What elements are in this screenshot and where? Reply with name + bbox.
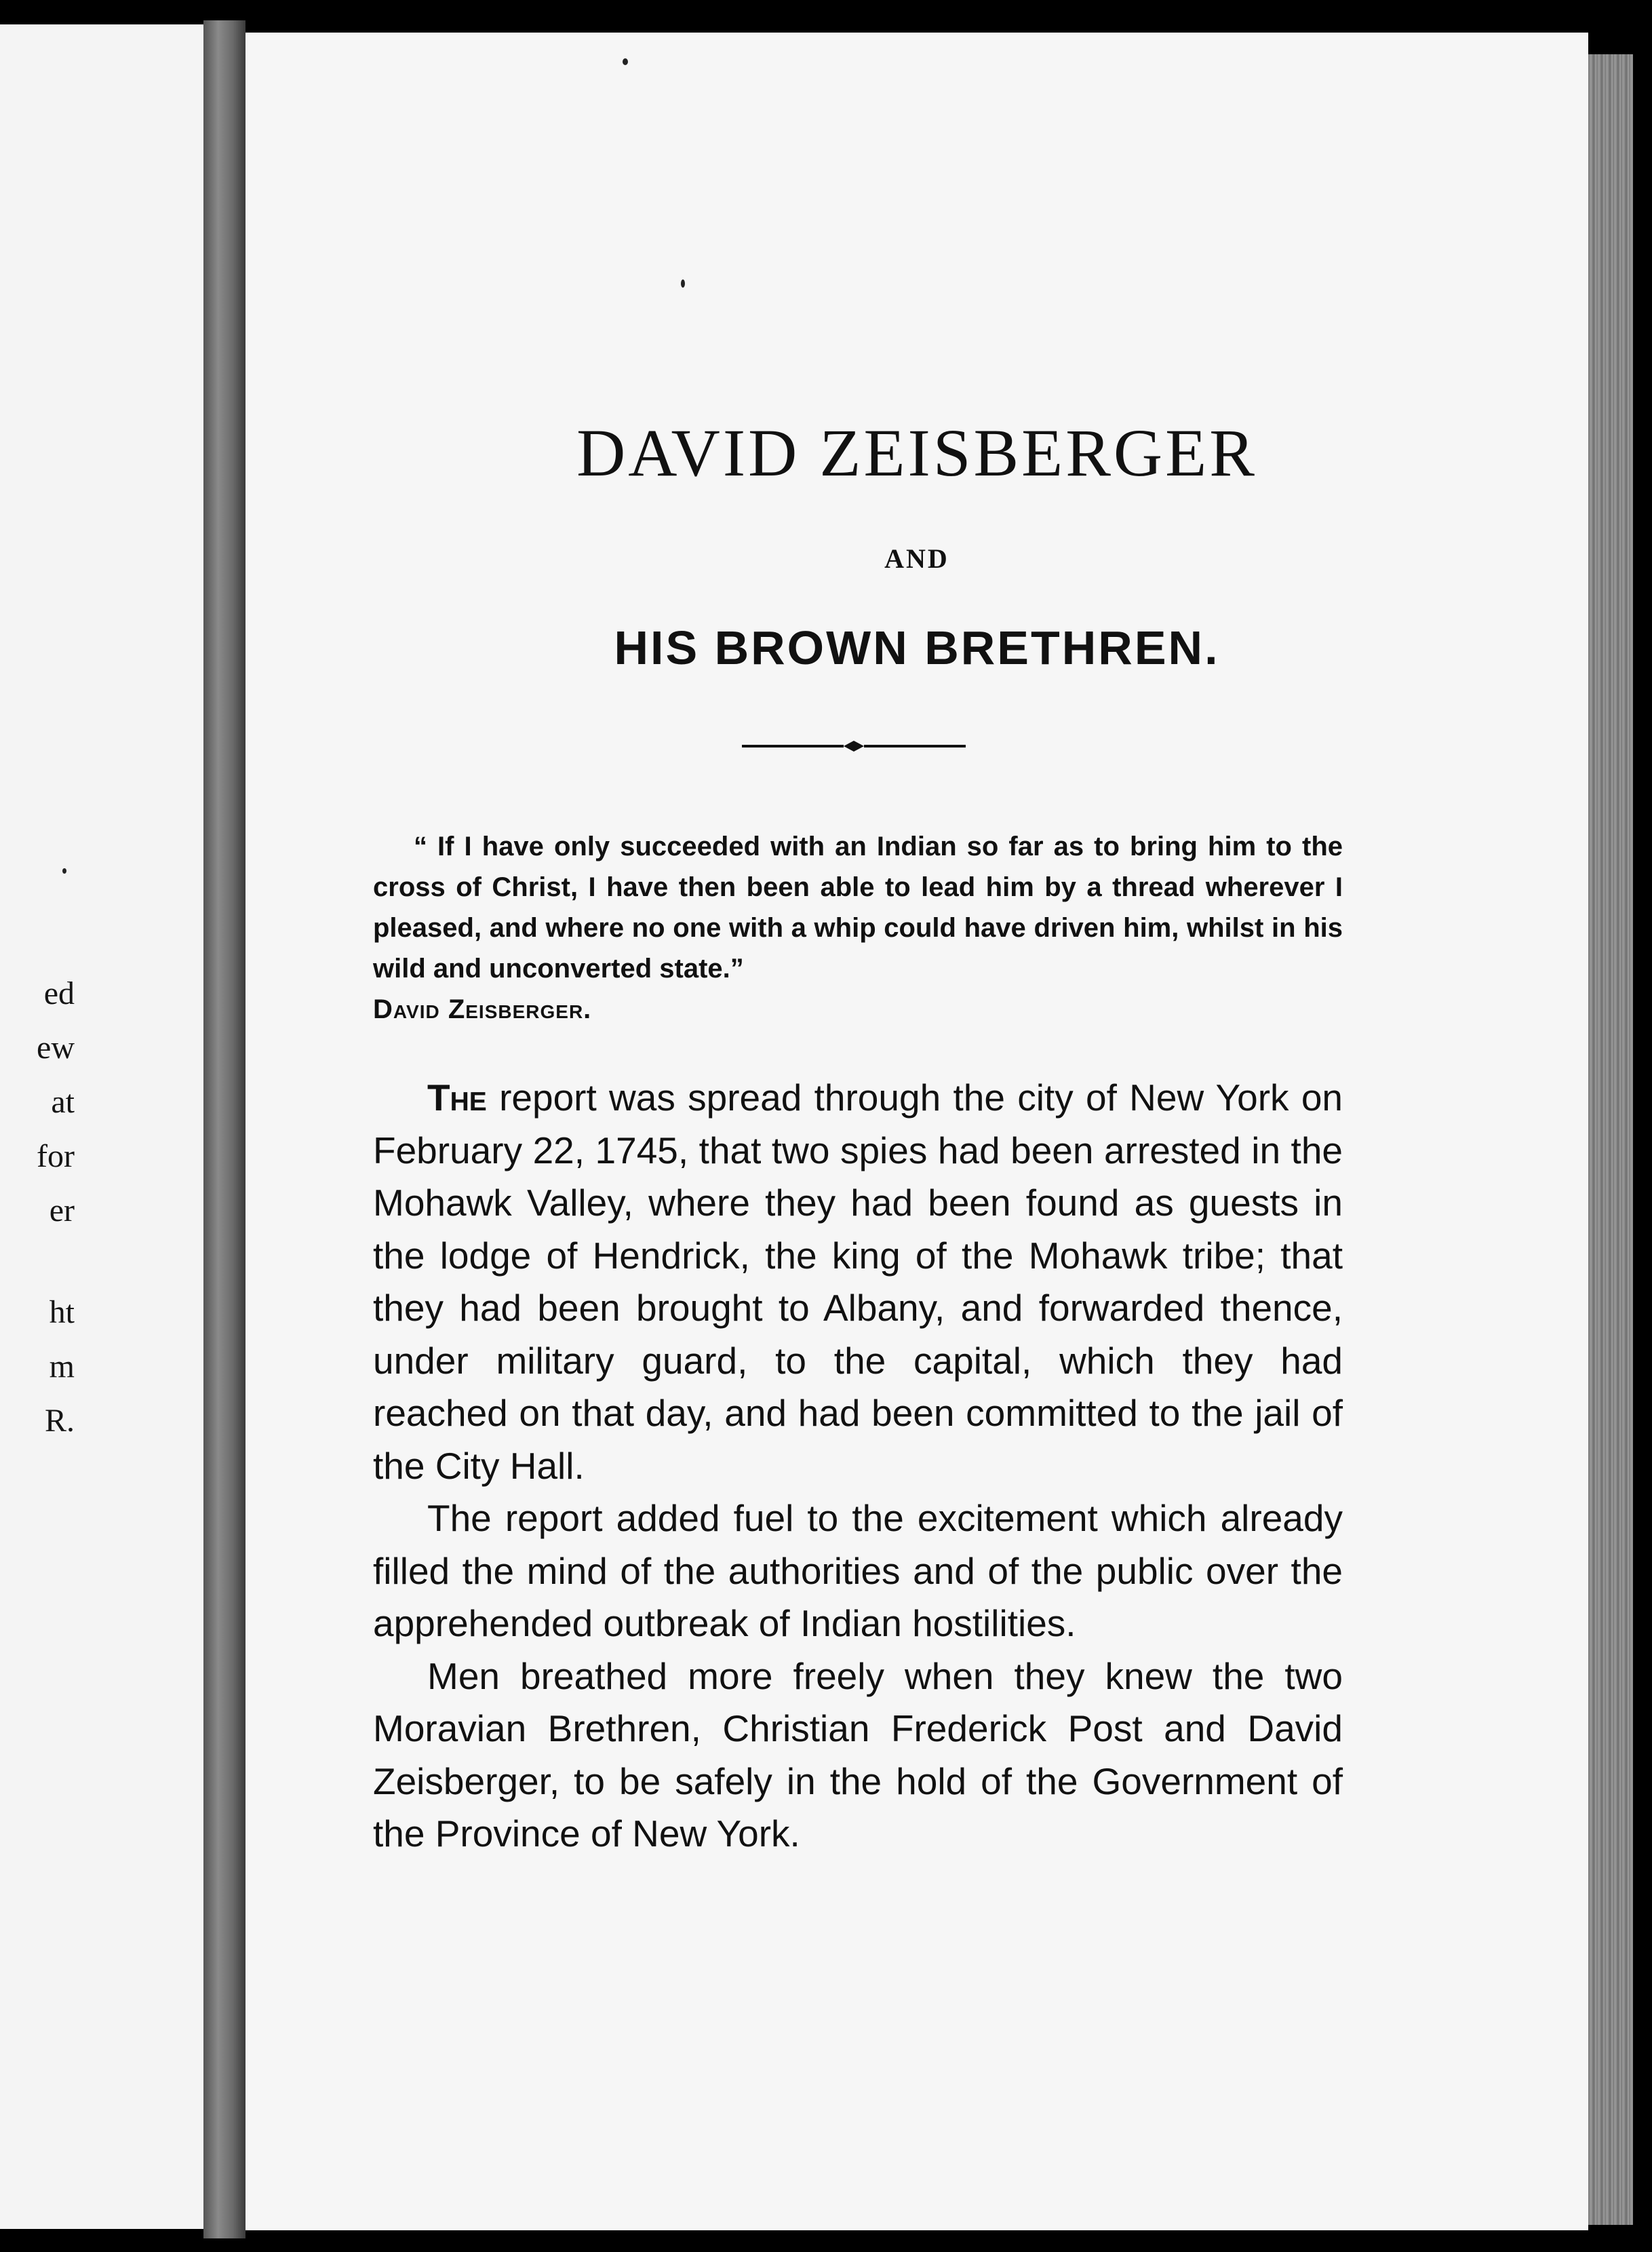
scan-speck (62, 868, 66, 874)
facing-page-line: ed (43, 975, 75, 1011)
paragraph-lead-word: The (427, 1076, 487, 1119)
facing-page-text (0, 967, 75, 1448)
scan-speck (623, 58, 628, 65)
facing-page-gap (0, 1238, 75, 1285)
facing-page-line: m (49, 1348, 75, 1384)
facing-page-line: for (37, 1138, 75, 1174)
facing-page-line: ew (37, 1030, 75, 1066)
epigraph (373, 826, 1343, 1030)
epigraph-attribution: David Zeisberger. (373, 994, 592, 1024)
paragraph: The report added fuel to the excitement which already filled the mind of the authorities and of the public over the apprehended outbreak of Indian hostilities. (373, 1497, 1343, 1644)
page-subtitle: HIS BROWN BRETHREN. (614, 621, 1220, 674)
facing-page-line: er (49, 1192, 75, 1228)
epigraph-quote: “ If I have only succeeded with an Indian so far as to bring him to the cross of Christ, I have then been able to lead him by a thread wherever I pleased, and where no one with a whip could have driven him, whilst in his wild and unconverted state.” (373, 832, 1343, 984)
paragraph (373, 1072, 1343, 1492)
facing-page-line: R. (44, 1403, 75, 1439)
ornament-divider (742, 738, 966, 754)
paragraph-text: report was spread through the city of New York on February 22, 1745, that two spies had been arrested in the Mohawk Valley, where they had been found as guests in the lodge of Hendrick, the king of the Mohawk tribe; that they had been brought to Albany, and forwarded thence, under military guard, to the capital, which they had reached on that day, and had been committed to the jail of the City Hall. (373, 1076, 1343, 1487)
title-conjunction: AND (884, 543, 949, 574)
paragraph: Men breathed more freely when they knew the two Moravian Brethren, Christian Frederick Post and David Zeisberger, to be safely in the hold of the Government of the Province of New York. (373, 1654, 1343, 1855)
facing-page-line: ht (49, 1294, 75, 1330)
book-gutter (203, 20, 245, 2238)
page-title: DAVID ZEISBERGER (576, 415, 1257, 490)
body-text (373, 1072, 1343, 1861)
scan-speck (681, 279, 685, 288)
scan-border (1633, 0, 1652, 2252)
facing-page-line: at (51, 1084, 75, 1120)
page-edges (1588, 54, 1633, 2225)
